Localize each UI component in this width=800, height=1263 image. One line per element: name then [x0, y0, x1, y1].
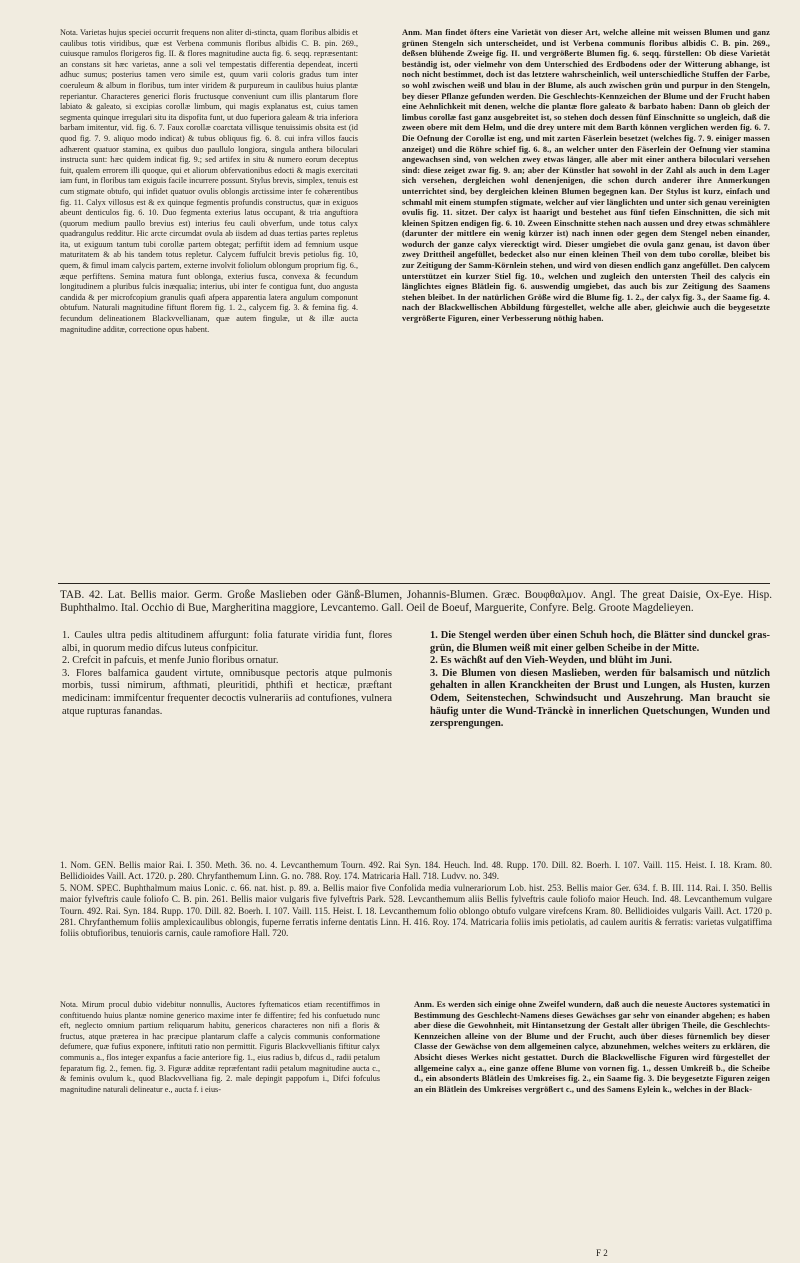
- german-item-2: 2. Es wächßt auf den Vieh-Weyden, und blüht im Juni.: [430, 655, 672, 667]
- latin-item-1: 1. Caules ultra pedis altitudinem affurgunt: folia faturate viridia funt, flores albi, in quorum medio difcus luteus confpicitur.: [62, 630, 392, 654]
- mid-latin-column: [62, 630, 392, 718]
- bottom-left-text: Nota. Mirum procul dubio videbitur nonnullis, Auctores fyftematicos etiam recentiffimos in conftituendo huius plantæ nomine generico maxime inter fe diffentire; fed his confuetudo nunc eft, neglecto omnium partium reliquarum habitu, genericos characteres non nifi a floris & fructus, atque præterea in hac præcipue plantarum claffe a calycis communis conformatione defumere, quæ fufius exponere, inftituti ratio non permittit. Figuris Blackvvellianis fiftitur calyx communis a., flos integer expanfus a facie anteriore fig. 1., eius radius b, difcus d., radii petalum feparatum fig. 2., femen. fig. 3. Figuræ additæ repræfentant radii petalum magnitudine aucta c., & feminis ovulum k., quod Blackvvelliana fig. 2. male depingit pappofum i., Difci fofculus magnitudine naturali delineatur e., aucta f. i eius-: [60, 1000, 380, 1094]
- top-right-text: Anm. Man findet öfters eine Varietät von dieser Art, welche alleine mit weissen Blumen und ganz grünen Stengeln sich unterscheidet, und ist Verbena communis floribus albidis C. B. pin. 269., deßsen blühende Zweige fig. II. und vergrößerte Blumen fig. 6. seqq. fürstellen: Ob diese Varietät beständig ist, oder vielmehr von dem Unterschied des Erdbodens oder der Witterung abhange, ist noch nicht bestimmet, doch ist das letztere wahrscheinlich, weil unterschiedliche Stuffen der Farbe, so wohl zwischen weiß und blau in der Blume, als auch zwischen grün und purpur in den Stengeln, bey dieser Pflanze gefunden werden. Die Geschlechts-Kennzeichen der Blume und der Frucht haben eine Aehnlichkeit mit denen, welche die plantæ flore galeato & barbato haben: Dann ob gleich der limbus corollæ fast ganz ausgebreitet ist, so stehen doch dessen fünf Einschnitte so ungleich, daß die zween obere mit dem Helm, und die drey untere mit dem Barth können verglichen werden fig. 6. 7. Die Oefnung der Corollæ ist eng, und mit zarten Fäserlein besetzet (welches fig. 7. 9. einiger massen anzeiget) und die Röhre schief fig. 6. 8., an welcher unter den Fäserlein der Oefnung vier stamina angewachsen sind, von welchen zwey etwas länger, alle aber mit einer anthera biloculari versehen sind: diese zeiget zwar fig. 9. an; aber der Künstler hat sowohl in der Zahl als auch in dem Lager sich versehen, dergleichen wohl denenjenigen, die schon durch anderer ihre Anmerkungen unterrichtet sind, bey dergleichen kleinen Blumen begegnen kan. Der Stylus ist kurz, einfach und schmahl mit einem stumpfen stigmate, welcher auf vier länglichten und unter sich genau vereinigten ovulis fig. 11. sitzet. Der calyx ist haarigt und bestehet aus fünf tiefen Einschnitten, die sich mit kleinen Spitzen endigen fig. 6. 10. Zween Einschnitte stehen nach aussen und drey etwas schmählere (darunter der mittlere ein wenig kürzer ist) nach innen oder gegen dem Stengel neben einander, wodurch der ganze calyx vierecktigt wird. Dieser umgiebet die ovula ganz genau, ist davon über zwey Drittheil angefüllet, bedecket also nur einen kleinen Theil von dem tubo corollæ, bleibet bis zur Zeitigung der Samm-Körnlein stehen, und wird von diesen endlich ganz angefüllet. Den calycem unterstützet ein kurzer Stiel fig. 10., welchen und zugleich den untersten Theil des calycis ein länglichtes eignes Blätlein fig. 6. auswendig umgiebet, das auch bis zur Zeitigung des Saamens stehen bleibet. In der natürlichen Größe wird die Blume fig. 1. 2., der calyx fig. 3., der Saame fig. 4. nach der Blackwellischen Abbildung fürgestellet, welche alle aber, gleichwie auch die beygesetzte vergrößerte Figuren, einer Verbesserung nöthig haben.: [402, 28, 770, 324]
- bottom-right-german-note: [414, 1000, 770, 1095]
- top-left-latin-note: [60, 28, 358, 335]
- bottom-left-latin-note: [60, 1000, 380, 1095]
- german-item-3: 3. Die Blumen von diesen Maslieben, werden für balsamisch und nützlich gehalten in allen Kranckheiten der Brust und Lungen, als Husten, kurzen Odem, Seitenstechen, Schwindsucht und Auszehrung. Man braucht sie häufig unter die Wund-Tränckè in innerlichen Quetschungen, Wunden und zersprengungen.: [430, 667, 770, 730]
- signature-mark: [596, 1248, 608, 1258]
- plate-header: [60, 589, 772, 616]
- header-text: TAB. 42. Lat. Bellis maior. Germ. Große Maslieben oder Gänß-Blumen, Johannis-Blumen. Græc. Βουφθαλμον. Angl. The great Daisie, Ox-Eye. Hisp. Buphthalmo. Ital. Occhio di Bue, Margheritina maggiore, Levcantemo. Gall. Oeil de Boeuf, Marguerite, Confyre. Belg. Groote Magdelieyen.: [60, 589, 772, 615]
- synonym-specific: 5. NOM. SPEC. Buphthalmum maius Lonic. c. 66. nat. hist. p. 89. a. Bellis maior five Confolida media vulnerariorum Lob. hist. 253. Bellis maior Ger. 634. f. B. III. 114. Rai. I. 350. Bellis maior fylveftris caule foliofo C. B. pin. 261. Bellis maior vulgaris five fylveftris Park. 528. Levcanthemum aliis Bellis fylveftris caule foliofo maior Heuch. Ind. 48. Levcanthemum vulgare Tourn. 492. Rai. Syn. 184. Rupp. 170. Dill. 82. Boerh. I. 107. Vaill. 115. Heist. I. 18. Levcanthemum folio oblongo obtufo vulgare virefcens Kram. 80. Bellidioides vulgaris Vaill. Act. 1720 p. 281. Chryfanthemum foliis amplexicaulibus oblongis, fuperne ferratis inferne dentatis Linn. H. 416. Roy. 174. Matricaria foliis imis petiolatis, ad caulem auritis & ferratis: varietas vulgatiffima foliis obtufioribus, tenuioris carnis, caule ramofiore Hall. 720.: [60, 882, 772, 939]
- latin-item-2: 2. Crefcit in pafcuis, et menfe Junio floribus ornatur.: [62, 655, 279, 667]
- mid-german-column: [430, 630, 770, 731]
- top-left-text: Nota. Varietas hujus speciei occurrit frequens non aliter di-stincta, quam floribus albidis et caulibus totis viridibus, quæ est Verbena communis floribus albidis C. B. pin. 269., cuiusque ramulos florigeros fig. II. & flores magnitudine aucta fig. 6. seqq. repræsentant: an constans sit hæc varietas, anne a soli vel tempestatis differentia dependeat, incerti adhuc sumus; posterius tamen vero simile est, quum varii coloris gradus tum inter coeruleum & album in floribus, tum inter viridem & purpureum in caulibus huius plantæ reperiantur. Characteres generici floris fructusque conveniunt cum illis plantarum flore labiato & galeato, si excipias corollæ limbum, qui magis explanatus est, cuius tamen segmenta quinque irregulari situ ita dispofita funt, ut duo fuperiora galeam & tria inferiora barbam imitentur, vid. fig. 6. 7. Faux corollæ coarctata villisque tenuissimis obsita est (id quod fig. 7. 9. aliquo modo indicat) & tubus obliquus fig. 6. 8. cui infra villos faucis adhærent quatuor stamina, ex quibus duo paullulo longiora, singula anthera biloculari instructa sunt: hæc quidem indicat fig. 9.; sed artifex in situ & numero eorum deceptus fuit, qualem errorem illi quoque, qui et aliorum obfervationibus edocti & magis exercitati iam funt, in floribus tam exiguis facile incurrere possunt. Stylus brevis, simplex, tenuis est cum stigmate obtufo, qui infidet quatuor ovulis oblongis arctissime inter fe cohærentibus fig. 11. Calyx villosus est & ex quinque fegmentis profundis constructus, quæ in exiguos abeunt denticulos fig. 6. 10. Duo fegmenta exterius latus occupant, & tria anguftiora (quorum medium paullo brevius est) interius feu cauli obverfum, unde totus calyx quadrangulus redditur. Hic arcte circumdat ovula ab iisdem ad duas tertias partes repletus ita, ut exiguum tantum tubi corollæ partem obtegat; perfiftit idem ad femnium usque maturitatem & ab his tandem totus repletur. Calycem fuffulcit brevis petiolus fig. 10, quem, & fimul imam calycis partem, externe involvit foliolum oblongum proprium fig. 6., æque perfiftens. Semina matura funt oblonga, exterius fusca, convexa & fecundum longitudinem a pluribus fulcis inæqualia; interius, ubi inter fe contigua funt, duo angusta candida & per microfcopium granulis quafi afpera apparentia latera angulum componunt obtufum. Naturali magnitudine fiftunt florem fig. 1. 2., calycem fig. 3. & femina fig. 4. fecundum delineationem Blackvvellianam, quæ autem fingulæ, ut & illæ aucta magnitudine additæ, correctione opus habent.: [60, 28, 358, 334]
- german-item-1: 1. Die Stengel werden über einen Schuh hoch, die Blätter sind dunckel gras-grün, die Blumen weiß mit einer gelben Scheibe in der Mitte.: [430, 630, 770, 654]
- synonym-generic: 1. Nom. GEN. Bellis maior Rai. I. 350. Meth. 36. no. 4. Levcanthemum Tourn. 492. Rai Syn. 184. Heuch. Ind. 48. Rupp. 170. Dill. 82. Boerh. I. 107. Vaill. 115. Heist. I. 18. Kram. 80. Bellidioides Vaill. Act. 1720. p. 280. Chryfanthemum Linn. G. no. 788. Roy. 174. Matricaria Hall. 718. Ludvv. no. 349.: [60, 860, 772, 882]
- section-divider: [58, 583, 770, 584]
- latin-item-3: 3. Flores balfamica gaudent virtute, omnibusque pectoris atque pulmonis morbis, tussi nimirum, afthmati, pleuritidi, phthifi et hecticæ, præftant medicinam: immifcentur frequenter decoctis vulnerariis ad contufiones, vulnera atque rupturas fanandas.: [62, 667, 392, 717]
- bottom-right-text: Anm. Es werden sich einige ohne Zweifel wundern, daß auch die neueste Auctores systematici in Bestimmung des Geschlecht-Namens dieses Gewächses gar sehr von einander abgehen; es haben aber diese die Gewohnheit, mit Hintansetzung der Gestalt aller übrigen Theile, die Geschlechts-Kennzeichen alleine von der Blume und der Frucht, auch über dieses fürnemlich bey dieser Classe der Gewächse von dem allgemeinen calyce, abzunehmen, welches weiters zu erklären, die Absicht dieses Werkes nicht gestattet. Durch die Blackwellische Figuren wird fürgestellet der allgemeine calyx a., eine ganze offene Blume von vornen fig. 1., dessen Umkreiß b., die Scheibe d., ein absonderts Blätlein des Umkreises fig. 2., ein Saame fig. 3. Die beygesetzte Figuren zeigen an ein Blätlein des Umkreises vergrößert c., und des Samens Eylein k., welches in der Black-: [414, 1000, 770, 1094]
- signature-text: F 2: [596, 1248, 608, 1258]
- synonymy-block: [60, 860, 772, 940]
- top-right-german-note: [402, 28, 770, 325]
